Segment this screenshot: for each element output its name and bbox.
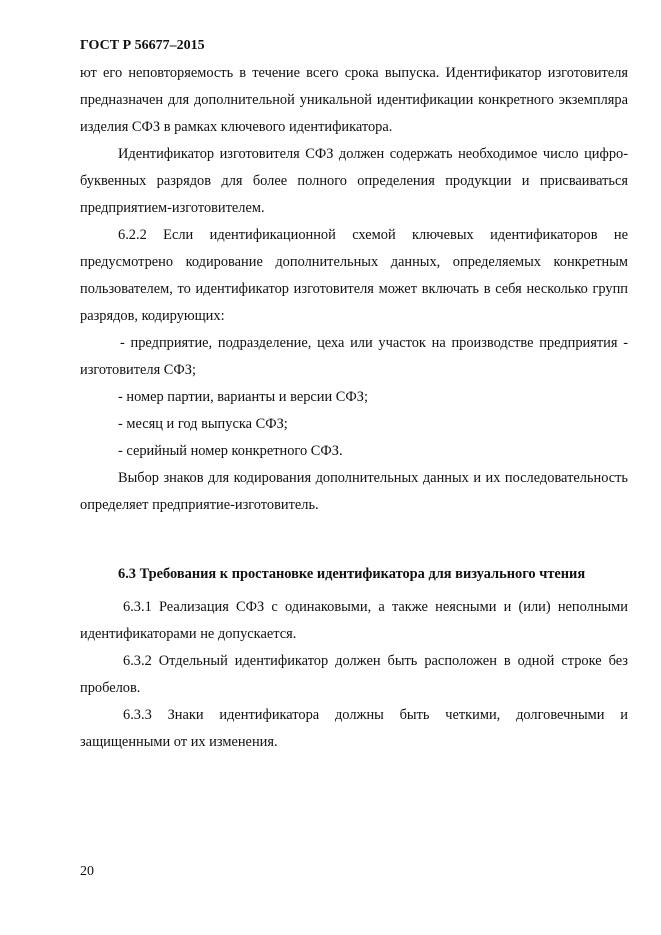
section-heading-6-3: 6.3 Требования к простановке идентификатора для визуального чтения — [118, 566, 586, 582]
paragraph-6-3-2: 6.3.2 Отдельный идентификатор должен быть расположен в одной строке без пробелов. — [80, 653, 628, 696]
document-header-standard-id: ГОСТ Р 56677–2015 — [80, 38, 205, 53]
list-item: - месяц и год выпуска СФЗ; — [118, 416, 288, 432]
list-item: - серийный номер конкретного СФЗ. — [118, 443, 343, 459]
paragraph-6-2-2: 6.2.2 Если идентификационной схемой ключевых идентификаторов не предусмотрено кодирование дополнительных данных, определяемых конкретным пользователем, то идентификатор изготовителя может включать в себя несколько групп разрядов, кодирующих: — [80, 227, 628, 324]
page-number: 20 — [80, 864, 94, 879]
section-spacer — [80, 519, 628, 561]
document-body — [80, 60, 628, 756]
paragraph-6-3-1: 6.3.1 Реализация СФЗ с одинаковыми, а также неясными и (или) неполными идентификаторами не допускается. — [80, 599, 628, 642]
paragraph-6-3-3: 6.3.3 Знаки идентификатора должны быть четкими, долговечными и защищенными от их изменения. — [80, 707, 628, 750]
list-item: - номер партии, варианты и версии СФЗ; — [118, 389, 368, 405]
paragraph-manufacturer-identifier: Идентификатор изготовителя СФЗ должен содержать необходимое число цифро-буквенных разрядов для более полного определения продукции и присваиваться предприятием-изготовителем. — [80, 146, 628, 216]
list-item: - предприятие, подразделение, цеха или участок на производстве предприятия - изготовителя СФЗ; — [80, 335, 628, 378]
paragraph-continuation: ют его неповторяемость в течение всего срока выпуска. Идентификатор изготовителя предназначен для дополнительной уникальной идентификации конкретного экземпляра изделия СФЗ в рамках ключевого идентификатора. — [80, 65, 628, 135]
paragraph-character-selection: Выбор знаков для кодирования дополнительных данных и их последовательность определяет предприятие-изготовитель. — [80, 470, 628, 513]
